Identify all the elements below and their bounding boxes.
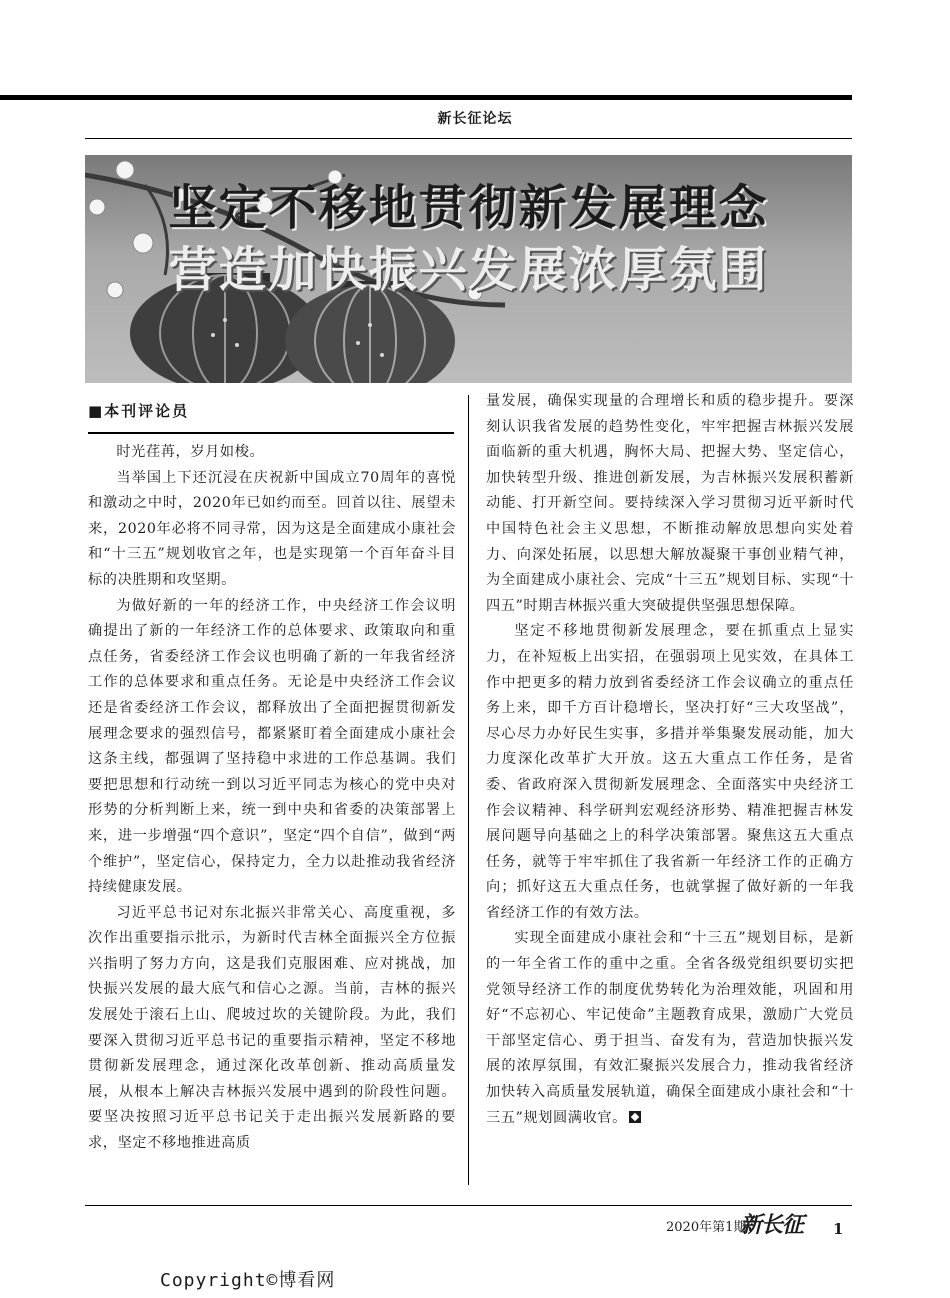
- header-bottom-rule: [85, 138, 852, 139]
- paragraph: 为做好新的一年的经济工作，中央经济工作会议明确提出了新的一年经济工作的总体要求、政策取向和重点任务，省委经济工作会议也明确了新的一年我省经济工作的总体要求和重点任务。无论是中央经济工作会议还是省委经济工作会议，都释放出了全面把握贯彻新发展理念要求的强烈信号，都紧紧盯着全面建成小康社会这条主线，都强调了坚持稳中求进的工作总基调。我们要把思想和行动统一到以习近平同志为核心的党中央对形势的分析判断上来，统一到中央和省委的决策部署上来，进一步增强“四个意识”，坚定“四个自信”，做到“两个维护”，坚定信心，保持定力，全力以赴推动我省经济持续健康发展。: [88, 597, 456, 896]
- header-top-rule: [0, 95, 852, 100]
- paragraph: 量发展，确保实现量的合理增长和质的稳步提升。要深刻认识我省发展的趋势性变化，牢牢把握吉林振兴发展面临新的重大机遇，胸怀大局、把握大势、坚定信心，加快转型升级、推进创新发展，为吉林振兴发展积蓄新动能、打开新空间。要持续深入学习贯彻习近平新时代中国特色社会主义思想，不断推动解放思想向实处着力、向深处拓展，以思想大解放凝聚干事创业精气神，为全面建成小康社会、完成“十三五”规划目标、实现“十四五”时期吉林振兴重大突破提供坚强思想保障。: [486, 393, 854, 614]
- copyright-notice: Copyright©博看网: [160, 1270, 336, 1291]
- paragraph: 时光荏苒，岁月如梭。: [116, 444, 265, 460]
- paragraph: 当举国上下还沉浸在庆祝新中国成立70周年的喜悦和激动之中时，2020年已如约而至。回首以往、展望未来，2020年必将不同寻常，因为这是全面建成小康社会和“十三五”规划收官之年，也是实现第一个百年奋斗目标的决胜期和攻坚期。: [88, 469, 456, 588]
- page-number: 1: [833, 1220, 844, 1238]
- section-name: 新长征论坛: [437, 111, 513, 127]
- issue-label: 2020年第1期: [666, 1220, 747, 1235]
- paragraph-text: 实现全面建成小康社会和“十三五”规划目标，是新的一年全省工作的重中之重。全省各级党组织要切实把党领导经济工作的制度优势转化为治理效能，巩固和用好“不忘初心、牢记使命”主题教育成果，激励广大党员干部坚定信心、勇于担当、奋发有为，营造加快振兴发展的浓厚氛围，有效汇聚振兴发展合力，推动我省经济加快转入高质量发展轨道，确保全面建成小康社会和“十三五”规划圆满收官。: [486, 930, 854, 1126]
- paragraph: 习近平总书记对东北振兴非常关心、高度重视，多次作出重要指示批示，为新时代吉林全面振兴全方位振兴指明了努力方向，这是我们克服困难、应对挑战，加快振兴发展的最大底气和信心之源。当前，吉林的振兴发展处于滚石上山、爬坡过坎的关键阶段。为此，我们要深入贯彻习近平总书记的重要指示精神，坚定不移地贯彻新发展理念，通过深化改革创新、推动高质量发展，从根本上解决吉林振兴发展中遇到的阶段性问题。要坚决按照习近平总书记关于走出振兴发展新路的要求，坚定不移地推进高质: [88, 904, 456, 1152]
- column-divider: [468, 395, 469, 1185]
- magazine-logo: 新长征: [740, 1212, 804, 1238]
- headline-line-2: 营造加快振兴发展浓厚氛围: [168, 242, 769, 298]
- author-byline: ■本刊评论员: [88, 402, 190, 420]
- title-banner: [85, 155, 852, 383]
- paragraph-last: [486, 926, 854, 1131]
- byline-rule: [88, 432, 454, 434]
- right-column: [486, 389, 854, 1131]
- end-mark-icon: [629, 1111, 641, 1123]
- footer-rule: [85, 1205, 852, 1206]
- headline-line-1: 坚定不移地贯彻新发展理念: [168, 180, 769, 236]
- paragraph: 坚定不移地贯彻新发展理念，要在抓重点上显实力，在补短板上出实招，在强弱项上见实效，在具体工作中把更多的精力放到省委经济工作会议确立的重点任务上来，即千方百计稳增长，坚决打好“三大攻坚战”，尽心尽力办好民生实事，多措并举集聚发展动能，加大力度深化改革扩大开放。这五大重点工作任务，是省委、省政府深入贯彻新发展理念、全面落实中央经济工作会议精神、科学研判宏观经济形势、精准把握吉林发展问题导向基础之上的科学决策部署。聚焦这五大重点任务，就等于牢牢抓住了我省新一年经济工作的正确方向；抓好这五大重点任务，也就掌握了做好新的一年我省经济工作的有效方法。: [486, 623, 854, 921]
- left-column: [88, 440, 456, 1157]
